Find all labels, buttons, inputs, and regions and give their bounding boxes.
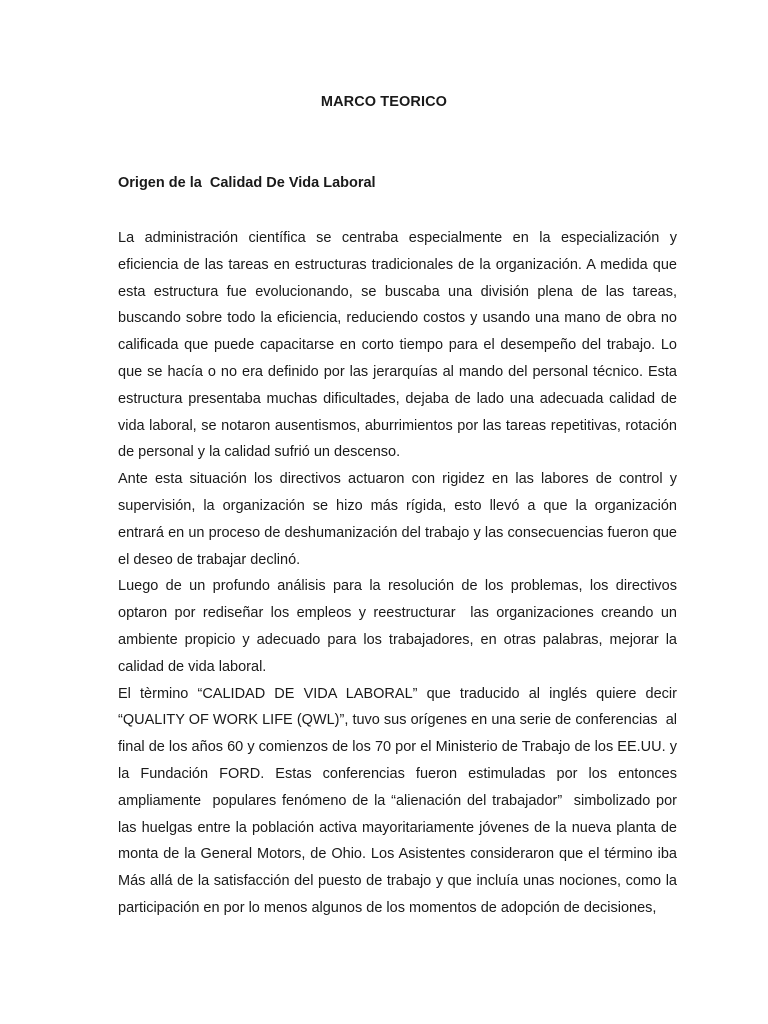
- section-heading: Origen de la Calidad De Vida Laboral: [118, 175, 376, 191]
- paragraph-1: La administración científica se centraba especialmente en la especialización y eficiencia de las tareas en estructuras tradicionales de la organización. A medida que esta estructura fue evolucionando, se buscaba una división plena de las tareas, buscando sobre todo la eficiencia, reduciendo costos y usando una mano de obra no calificada que puede capacitarse en corto tiempo para el desempeño del trabajo. Lo que se hacía o no era definido por las jerarquías al mando del personal técnico. Esta estructura presentaba muchas dificultades, dejaba de lado una adecuada calidad de vida laboral, se notaron ausentismos, aburrimientos por las tareas repetitivas, rotación de personal y la calidad sufrió un descenso.: [118, 230, 682, 461]
- paragraph-2: Ante esta situación los directivos actuaron con rigidez en las labores de control y supervisión, la organización se hizo más rígida, esto llevó a que la organización entrará en un proceso de deshumanización del trabajo y las consecuencias fueron que el deseo de trabajar declinó.: [118, 471, 682, 568]
- paragraph-3: Luego de un profundo análisis para la resolución de los problemas, los directivos optaron por rediseñar los empleos y reestructurar las organizaciones creando un ambiente propicio y adecuado para los trabajadores, en otras palabras, mejorar la calidad de vida laboral.: [118, 578, 682, 675]
- body-text: [118, 225, 682, 922]
- paragraph-4: El tèrmino “CALIDAD DE VIDA LABORAL” que traducido al inglés quiere decir “QUALITY OF WORK LIFE (QWL)”, tuvo sus orígenes en una serie de conferencias al final de los años 60 y comienzos de los 70 por el Ministerio de Trabajo de los EE.UU. y la Fundación FORD. Estas conferencias fueron estimuladas por los entonces ampliamente populares fenómeno de la “alienación del trabajador” simbolizado por las huelgas entre la población activa mayoritariamente jóvenes de la nueva planta de monta de la General Motors, de Ohio. Los Asistentes consideraron que el término iba Más allá de la satisfacción del puesto de trabajo y que incluía unas nociones, como la participación en por lo menos algunos de los momentos de adopción de decisiones,: [118, 685, 682, 916]
- page-title: MARCO TEORICO: [320, 94, 448, 110]
